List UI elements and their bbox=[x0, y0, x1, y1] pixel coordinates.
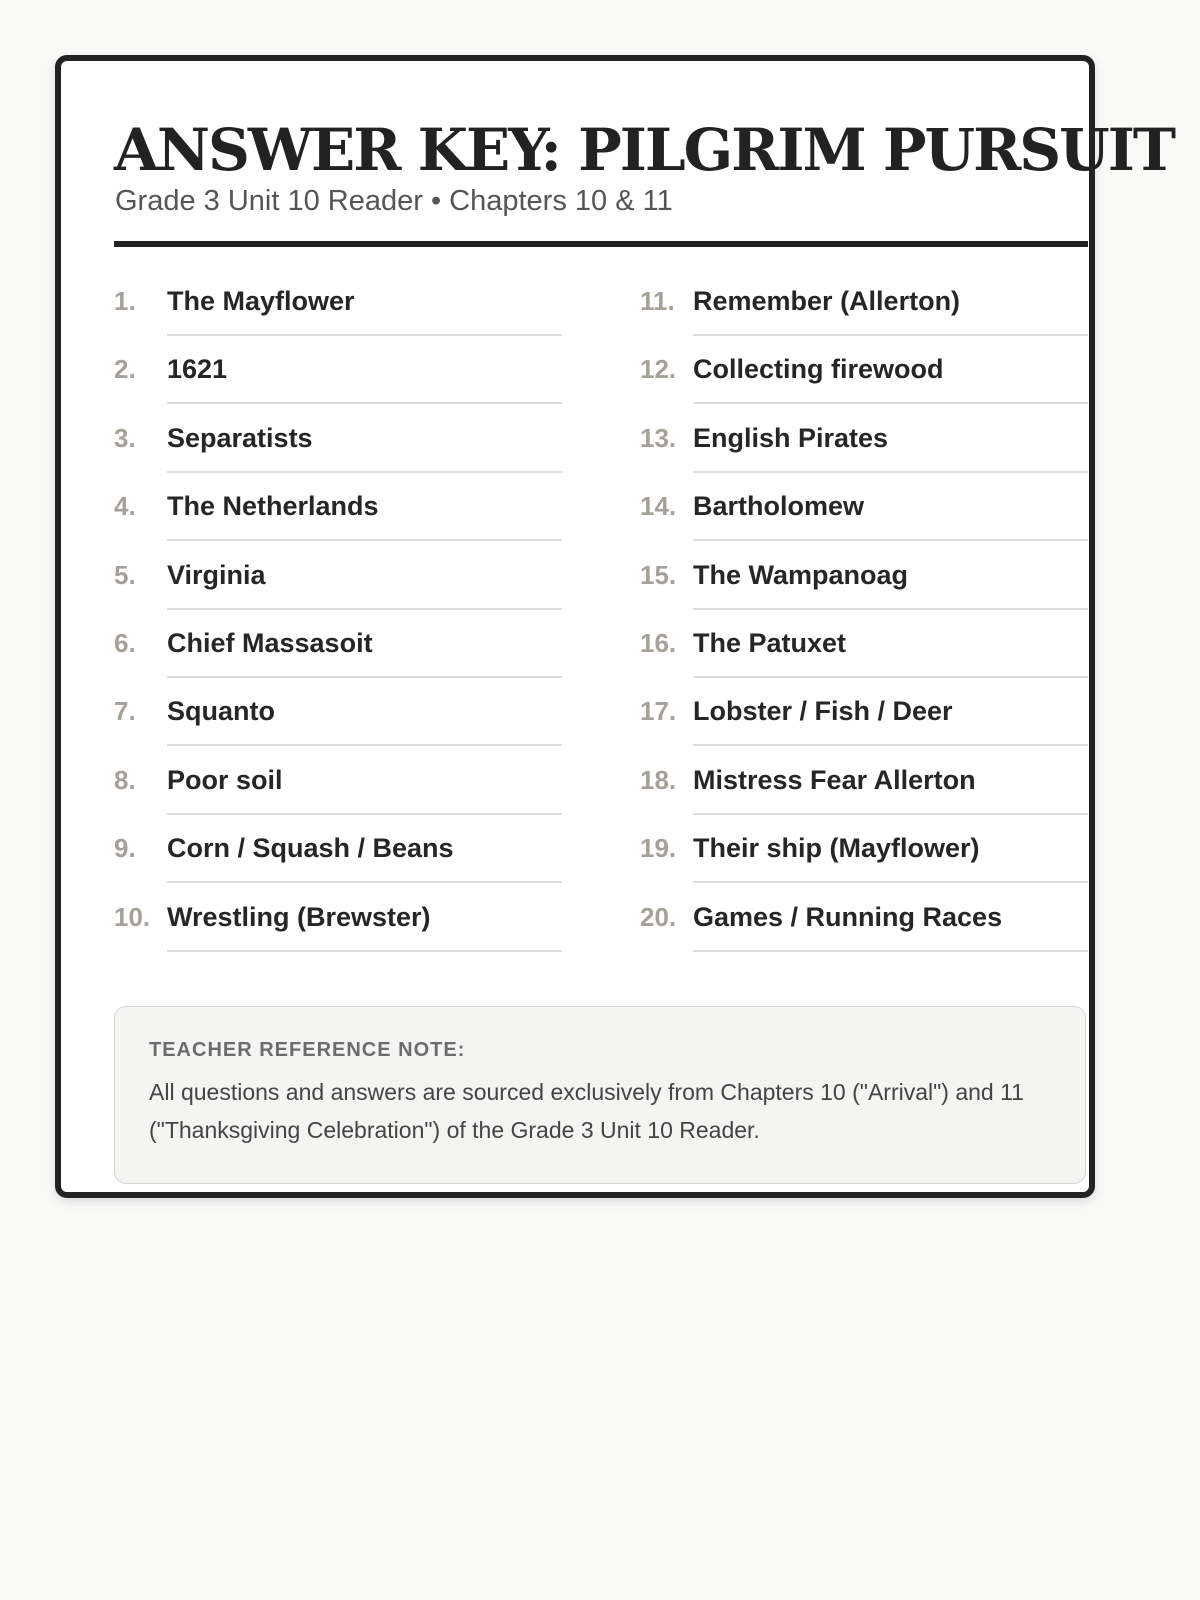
answer-line bbox=[693, 405, 1088, 473]
answer-text: 1621 bbox=[167, 354, 228, 385]
answer-text: Corn / Squash / Beans bbox=[167, 833, 454, 864]
answer-number: 10. bbox=[114, 901, 151, 932]
answer-number: 4. bbox=[114, 491, 136, 522]
answer-line bbox=[693, 678, 1088, 746]
page-title: ANSWER KEY: PILGRIM PURSUIT bbox=[114, 116, 1175, 184]
answer-column-right bbox=[640, 268, 1088, 952]
answer-number: 7. bbox=[114, 696, 136, 727]
answer-text: The Netherlands bbox=[167, 491, 379, 522]
answer-number: 6. bbox=[114, 627, 136, 658]
answer-line bbox=[693, 268, 1088, 336]
answer-text: Wrestling (Brewster) bbox=[167, 901, 431, 932]
answer-item-6 bbox=[114, 610, 562, 678]
answer-item-17 bbox=[640, 678, 1088, 746]
answer-item-19 bbox=[640, 815, 1088, 883]
answer-number: 2. bbox=[114, 354, 136, 385]
answer-line bbox=[167, 473, 562, 541]
answer-item-2 bbox=[114, 336, 562, 404]
answer-item-12 bbox=[640, 336, 1088, 404]
answer-number: 15. bbox=[640, 559, 677, 590]
answer-text: The Wampanoag bbox=[693, 559, 909, 590]
answer-line bbox=[167, 610, 562, 678]
answer-item-14 bbox=[640, 473, 1088, 541]
answer-item-8 bbox=[114, 747, 562, 815]
answer-text: Remember (Allerton) bbox=[693, 286, 961, 316]
answer-line bbox=[167, 747, 562, 815]
answer-item-13 bbox=[640, 405, 1088, 473]
answer-text: Mistress Fear Allerton bbox=[693, 764, 976, 795]
answer-item-15 bbox=[640, 542, 1088, 610]
answer-number: 9. bbox=[114, 833, 136, 864]
answer-line bbox=[167, 268, 562, 336]
answer-line bbox=[693, 336, 1088, 404]
answer-line bbox=[167, 678, 562, 746]
answer-item-4 bbox=[114, 473, 562, 541]
answer-number: 11. bbox=[640, 286, 675, 316]
answer-number: 1. bbox=[114, 286, 136, 316]
answer-number: 16. bbox=[640, 627, 677, 658]
answer-text: Separatists bbox=[167, 422, 313, 453]
answer-number: 18. bbox=[640, 764, 677, 795]
answer-number: 5. bbox=[114, 559, 136, 590]
answer-text: Squanto bbox=[167, 696, 275, 727]
page-subtitle: Grade 3 Unit 10 Reader • Chapters 10 & 11 bbox=[115, 185, 673, 217]
answer-text: Poor soil bbox=[167, 764, 283, 795]
answer-text: Chief Massasoit bbox=[167, 627, 373, 658]
answer-text: Virginia bbox=[167, 559, 266, 590]
answer-key-card bbox=[55, 55, 1175, 1198]
answer-text: Games / Running Races bbox=[693, 901, 1003, 932]
answer-line bbox=[167, 884, 562, 952]
answer-item-7 bbox=[114, 678, 562, 746]
answer-item-5 bbox=[114, 542, 562, 610]
answer-text: The Patuxet bbox=[693, 627, 847, 658]
answer-item-10 bbox=[114, 884, 562, 952]
answer-line bbox=[693, 815, 1088, 883]
answer-line bbox=[693, 610, 1088, 678]
answer-line bbox=[693, 542, 1088, 610]
answer-text: Collecting firewood bbox=[693, 354, 944, 385]
answer-text: The Mayflower bbox=[167, 286, 355, 316]
answer-number: 13. bbox=[640, 422, 677, 453]
answer-line bbox=[167, 336, 562, 404]
answer-line bbox=[167, 815, 562, 883]
header-divider bbox=[114, 241, 1088, 247]
answer-number: 20. bbox=[640, 901, 677, 932]
answer-text: Bartholomew bbox=[693, 491, 865, 522]
answer-number: 8. bbox=[114, 764, 136, 795]
answer-list bbox=[114, 268, 1088, 954]
teacher-note-box bbox=[114, 1006, 1086, 1184]
answer-line bbox=[693, 473, 1088, 541]
teacher-note-text: All questions and answers are sourced exclusively from Chapters 10 ("Arrival") and 11 ("Thanksgiving Celebration") of the Grade 3 Unit 10 Reader. bbox=[149, 1079, 1024, 1143]
answer-item-3 bbox=[114, 405, 562, 473]
teacher-note-label: TEACHER REFERENCE NOTE: bbox=[149, 1039, 466, 1061]
answer-line bbox=[167, 405, 562, 473]
answer-item-11 bbox=[640, 268, 1088, 336]
answer-number: 3. bbox=[114, 422, 136, 453]
answer-number: 19. bbox=[640, 833, 677, 864]
answer-item-16 bbox=[640, 610, 1088, 678]
answer-text: Their ship (Mayflower) bbox=[693, 833, 980, 864]
answer-item-20 bbox=[640, 884, 1088, 952]
answer-number: 14. bbox=[640, 491, 677, 522]
answer-number: 17. bbox=[640, 696, 677, 727]
answer-text: English Pirates bbox=[693, 422, 889, 453]
answer-line bbox=[167, 542, 562, 610]
answer-text: Lobster / Fish / Deer bbox=[693, 696, 953, 727]
answer-line bbox=[693, 884, 1088, 952]
answer-item-18 bbox=[640, 747, 1088, 815]
answer-column-left bbox=[114, 268, 562, 952]
answer-line bbox=[693, 747, 1088, 815]
answer-item-1 bbox=[114, 268, 562, 336]
answer-number: 12. bbox=[640, 354, 677, 385]
answer-item-9 bbox=[114, 815, 562, 883]
